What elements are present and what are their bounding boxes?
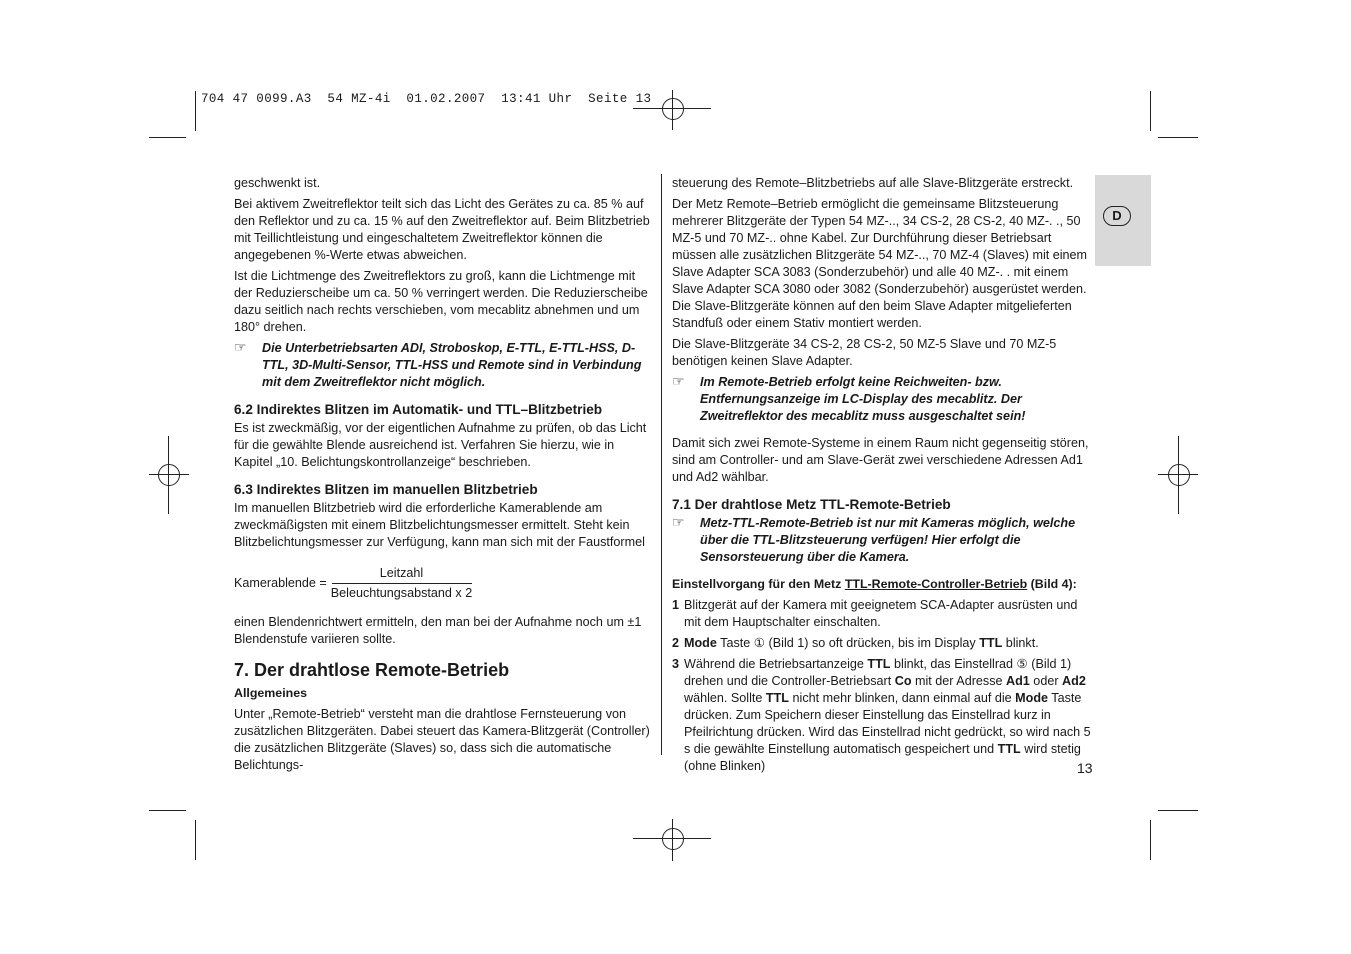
- column-divider: [661, 174, 662, 755]
- pointing-hand-icon: ☞: [672, 373, 685, 389]
- paragraph: Im manuellen Blitzbetrieb wird die erforderliche Kamerablende am zweckmäßigsten mit einem Blitzbelichtungsmesser ermittelt. Steht kein Blitzbelichtungsmesser zur Verfügung, kann man sich mit der Faustformel: [234, 501, 645, 549]
- formula-denominator: Beleuchtungsabstand x 2: [330, 586, 473, 600]
- language-tab: [1095, 175, 1151, 266]
- note: [672, 374, 1092, 425]
- page-number: 13: [1077, 760, 1093, 776]
- note-text: Die Unterbetriebsarten ADI, Stroboskop, E-TTL, E-TTL-HSS, D-TTL, 3D-Multi-Sensor, TTL-HSS und Remote sind in Verbindung mit dem Zweitreflektor nicht möglich.: [262, 341, 642, 389]
- paragraph: Die Slave-Blitzgeräte 34 CS-2, 28 CS-2, 50 MZ-5 Slave und 70 MZ-5 benötigen keinen Slave Adapter.: [672, 337, 1057, 368]
- formula-numerator: Leitzahl: [332, 565, 472, 584]
- right-column: [672, 175, 1092, 779]
- step-3: 3 Während die Betriebsartanzeige TTL blinkt, das Einstellrad ⑤ (Bild 1) drehen und die Controller-Betriebsart Co mit der Adresse Ad1 oder Ad2 wählen. Sollte TTL nicht mehr blinken, dann einmal auf die Mode Taste drücken. Zum Speichern dieser Einstellung das Einstellrad kurz in Pfeilrichtung drücken. Wird das Einstellrad nicht gedrückt, so wird nach 5 s die gewählte Einstellung automatisch gespeichert und TTL wird stetig (ohne Blinken): [672, 657, 1091, 773]
- paragraph: Damit sich zwei Remote-Systeme in einem Raum nicht gegenseitig stören, sind am Controller- und am Slave-Gerät zwei verschiedene Adressen Ad1 und Ad2 wählbar.: [672, 436, 1089, 484]
- pointing-hand-icon: ☞: [234, 339, 247, 355]
- note: [672, 515, 1092, 566]
- note-text: Im Remote-Betrieb erfolgt keine Reichweiten- bzw. Entfernungsanzeige im LC-Display des mecablitz. Der Zweitreflektor des mecablitz muss ausgeschaltet sein!: [700, 375, 1026, 423]
- section-heading-7-1: 7.1 Der drahtlose Metz TTL-Remote-Betrieb: [672, 497, 951, 512]
- paragraph: Unter „Remote-Betrieb“ versteht man die drahtlose Fernsteuerung von zusätzlichen Blitzgeräten. Dabei steuert das Kamera-Blitzgerät (Controller) die zusätzlichen Blitzgeräte (Slaves) so, dass sich die automatische Belichtungs-: [234, 707, 650, 772]
- pointing-hand-icon: ☞: [672, 514, 685, 530]
- note-text: Metz-TTL-Remote-Betrieb ist nur mit Kameras möglich, welche über die TTL-Blitzsteuerung verfügen! Hier erfolgt die Sensorsteuerung über die Kamera.: [700, 516, 1076, 564]
- paragraph: geschwenkt ist.: [234, 176, 321, 190]
- paragraph: Es ist zweckmäßig, vor der eigentlichen Aufnahme zu prüfen, ob das Licht für die gewählte Blende ausreichend ist. Verfahren Sie hierzu, wie in Kapitel „10. Belichtungskontrollanzeige“ beschrieben.: [234, 421, 647, 469]
- language-badge: D: [1103, 206, 1131, 226]
- paragraph: Bei aktivem Zweitreflektor teilt sich das Licht des Gerätes zu ca. 85 % auf den Reflektor und zu ca. 15 % auf den Zweitreflektor auf. Beim Blitzbetrieb mit Teillichtleistung und eingeschaltetem Zweitreflektor können die angegebenen %-Werte etwas abweichen.: [234, 197, 650, 262]
- section-heading-6-2: 6.2 Indirektes Blitzen im Automatik- und TTL–Blitzbetrieb: [234, 402, 603, 417]
- paragraph: Der Metz Remote–Betrieb ermöglicht die gemeinsame Blitzsteuerung mehrerer Blitzgeräte der Typen 54 MZ-.., 34 CS-2, 28 CS-2, 40 MZ-. ., 50 MZ-5 und 70 MZ-.. ohne Kabel. Zur Durchführung dieser Betriebsart müssen alle zusätzlichen Blitzgeräte 54 MZ-.., 70 MZ-4 (Slaves) mit einem Slave Adapter SCA 3083 (Sonderzubehör) und alle 40 MZ-. . mit einem Slave Adapter SCA 3080 oder 3082 (Sonderzubehör) ausgerüstet werden. Die Slave-Blitzgeräte können auf den beim Slave Adapter mitgelieferten Standfuß oder einem Stativ montiert werden.: [672, 197, 1088, 330]
- note: [234, 340, 656, 391]
- subheading-allgemeines: Allgemeines: [234, 686, 307, 700]
- paragraph: einen Blendenrichtwert ermitteln, den man bei der Aufnahme noch um ±1 Blendenstufe variieren sollte.: [234, 615, 642, 646]
- paragraph: Ist die Lichtmenge des Zweitreflektors zu groß, kann die Lichtmenge mit der Reduzierscheibe um ca. 50 % verringert werden. Die Reduzierscheibe dazu seitlich nach rechts verschieben, vom mecablitz abnehmen und um 180° drehen.: [234, 269, 648, 334]
- subheading-einstellvorgang: Einstellvorgang für den Metz TTL-Remote-Controller-Betrieb (Bild 4):: [672, 577, 1077, 591]
- left-column: [234, 175, 656, 778]
- print-header: 704 47 0099.A3 54 MZ-4i 01.02.2007 13:41 Uhr Seite 13: [201, 92, 652, 106]
- formula: [234, 565, 656, 602]
- step-1: 1 Blitzgerät auf der Kamera mit geeignetem SCA-Adapter ausrüsten und mit dem Hauptschalter einschalten.: [672, 598, 1078, 629]
- formula-left: Kamerablende =: [234, 576, 327, 590]
- section-heading-6-3: 6.3 Indirektes Blitzen im manuellen Blitzbetrieb: [234, 482, 538, 497]
- chapter-heading-7: 7. Der drahtlose Remote-Betrieb: [234, 660, 510, 680]
- step-2: 2 Mode Taste ① (Bild 1) so oft drücken, bis im Display TTL blinkt.: [672, 636, 1039, 650]
- paragraph: steuerung des Remote–Blitzbetriebs auf alle Slave-Blitzgeräte erstreckt.: [672, 176, 1074, 190]
